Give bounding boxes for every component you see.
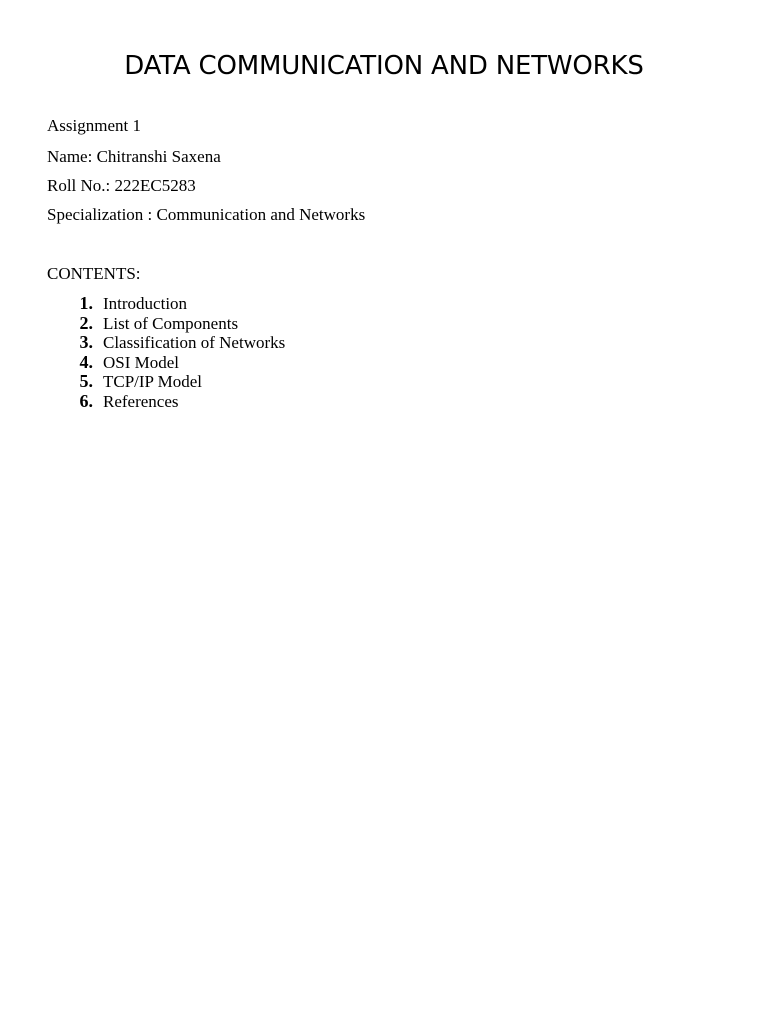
assignment-label: Assignment 1 [47,116,141,135]
list-item-number: 3. [79,332,93,353]
page-title: DATA COMMUNICATION AND NETWORKS [124,51,644,81]
list-item [47,333,285,353]
list-item-label: TCP/IP Model [103,372,203,392]
list-item-label: List of Components [103,313,239,333]
list-item-number: 4. [79,351,93,372]
list-item-label: Introduction [103,294,188,313]
specialization: Specialization : Communication and Networks [47,205,366,224]
list-item-number: 6. [79,390,93,411]
list-item-number: 5. [79,371,93,392]
list-item-label: Classification of Networks [103,333,286,353]
list-item [47,372,285,392]
contents-heading: CONTENTS: [47,264,141,283]
roll-number: Roll No.: 222EC5283 [47,176,196,195]
contents-list [47,294,285,412]
list-item [47,294,285,314]
list-item-number: 1. [79,293,93,313]
list-item-number: 2. [79,312,93,333]
list-item-label: References [103,391,179,411]
list-item [47,392,285,412]
list-item [47,314,285,334]
student-name: Name: Chitranshi Saxena [47,147,221,166]
list-item [47,353,285,373]
list-item-label: OSI Model [103,352,180,372]
